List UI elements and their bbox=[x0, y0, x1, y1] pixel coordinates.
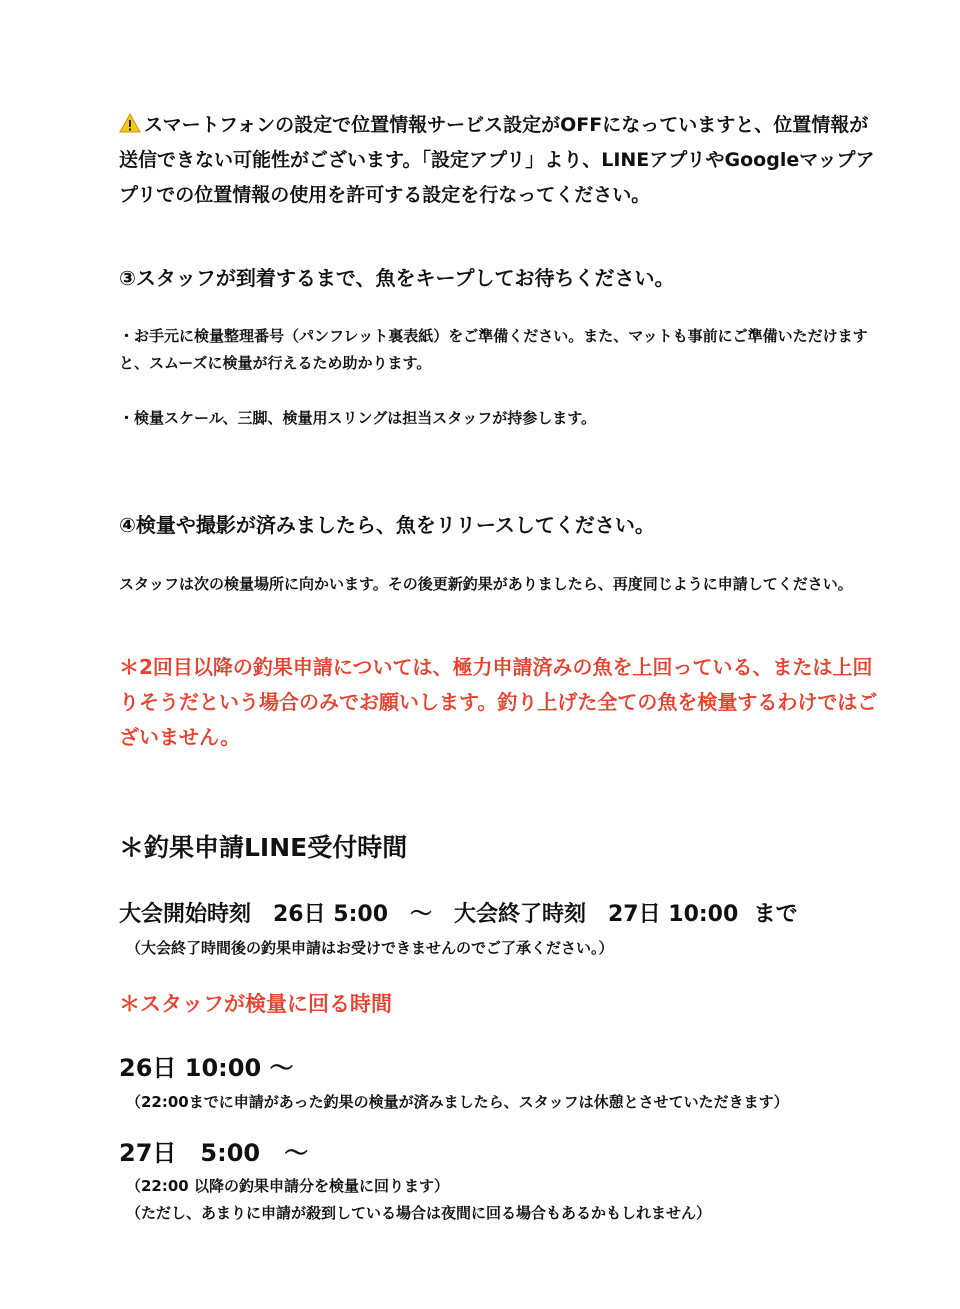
warning-icon bbox=[119, 113, 141, 133]
staff-day2-note-2: （ただし、あまりに申請が殺到している場合は夜間に回る場合もあるかもしれません） bbox=[126, 1204, 712, 1222]
step3-bullet-prepare: ・お手元に検量整理番号（パンフレット裏表紙）をご準備ください。また、マットも事前にご準備いただけますと、スムーズに検量が行えるため助かります。 bbox=[119, 327, 868, 372]
location-warning bbox=[119, 108, 879, 213]
step3-title: ③スタッフが到着するまで、魚をキープしてお待ちください。 bbox=[119, 266, 675, 290]
warning-text: スマートフォンの設定で位置情報サービス設定がOFFになっていますと、位置情報が送信できない可能性がございます。「設定アプリ」より、LINEアプリやGoogleマップアプリでの位置情報の使用を許可する設定を行なってください。 bbox=[119, 114, 875, 206]
staff-day1-time: 26日 10:00 〜 bbox=[119, 1054, 294, 1082]
reception-heading: ＊釣果申請LINE受付時間 bbox=[119, 833, 408, 862]
step4-body: スタッフは次の検量場所に向かいます。その後更新釣果がありましたら、再度同じように申請してください。 bbox=[119, 575, 853, 593]
staff-day1-note: （22:00までに申請があった釣果の検量が済みましたら、スタッフは休憩とさせていただきます） bbox=[126, 1093, 789, 1111]
staff-heading: ＊スタッフが検量に回る時間 bbox=[119, 992, 392, 1016]
second-application-note: ＊2回目以降の釣果申請については、極力申請済みの魚を上回っている、または上回りそうだという場合のみでお願いします。釣り上げた全ての魚を検量するわけではございません。 bbox=[119, 655, 878, 749]
step3-bullet-equipment: ・検量スケール、三脚、検量用スリングは担当スタッフが持参します。 bbox=[119, 409, 597, 427]
staff-day2-time: 27日 5:00 〜 bbox=[119, 1139, 309, 1167]
staff-day2-note-1: （22:00 以降の釣果申請分を検量に回ります） bbox=[126, 1177, 449, 1195]
step4-title: ④検量や撮影が済みましたら、魚をリリースしてください。 bbox=[119, 513, 655, 537]
staff-day2-notes bbox=[126, 1173, 886, 1227]
reception-time-note: （大会終了時間後の釣果申請はお受けできませんのでご了承ください。） bbox=[126, 939, 614, 957]
reception-time: 大会開始時刻 26日 5:00 〜 大会終了時刻 27日 10:00 まで bbox=[119, 902, 798, 927]
